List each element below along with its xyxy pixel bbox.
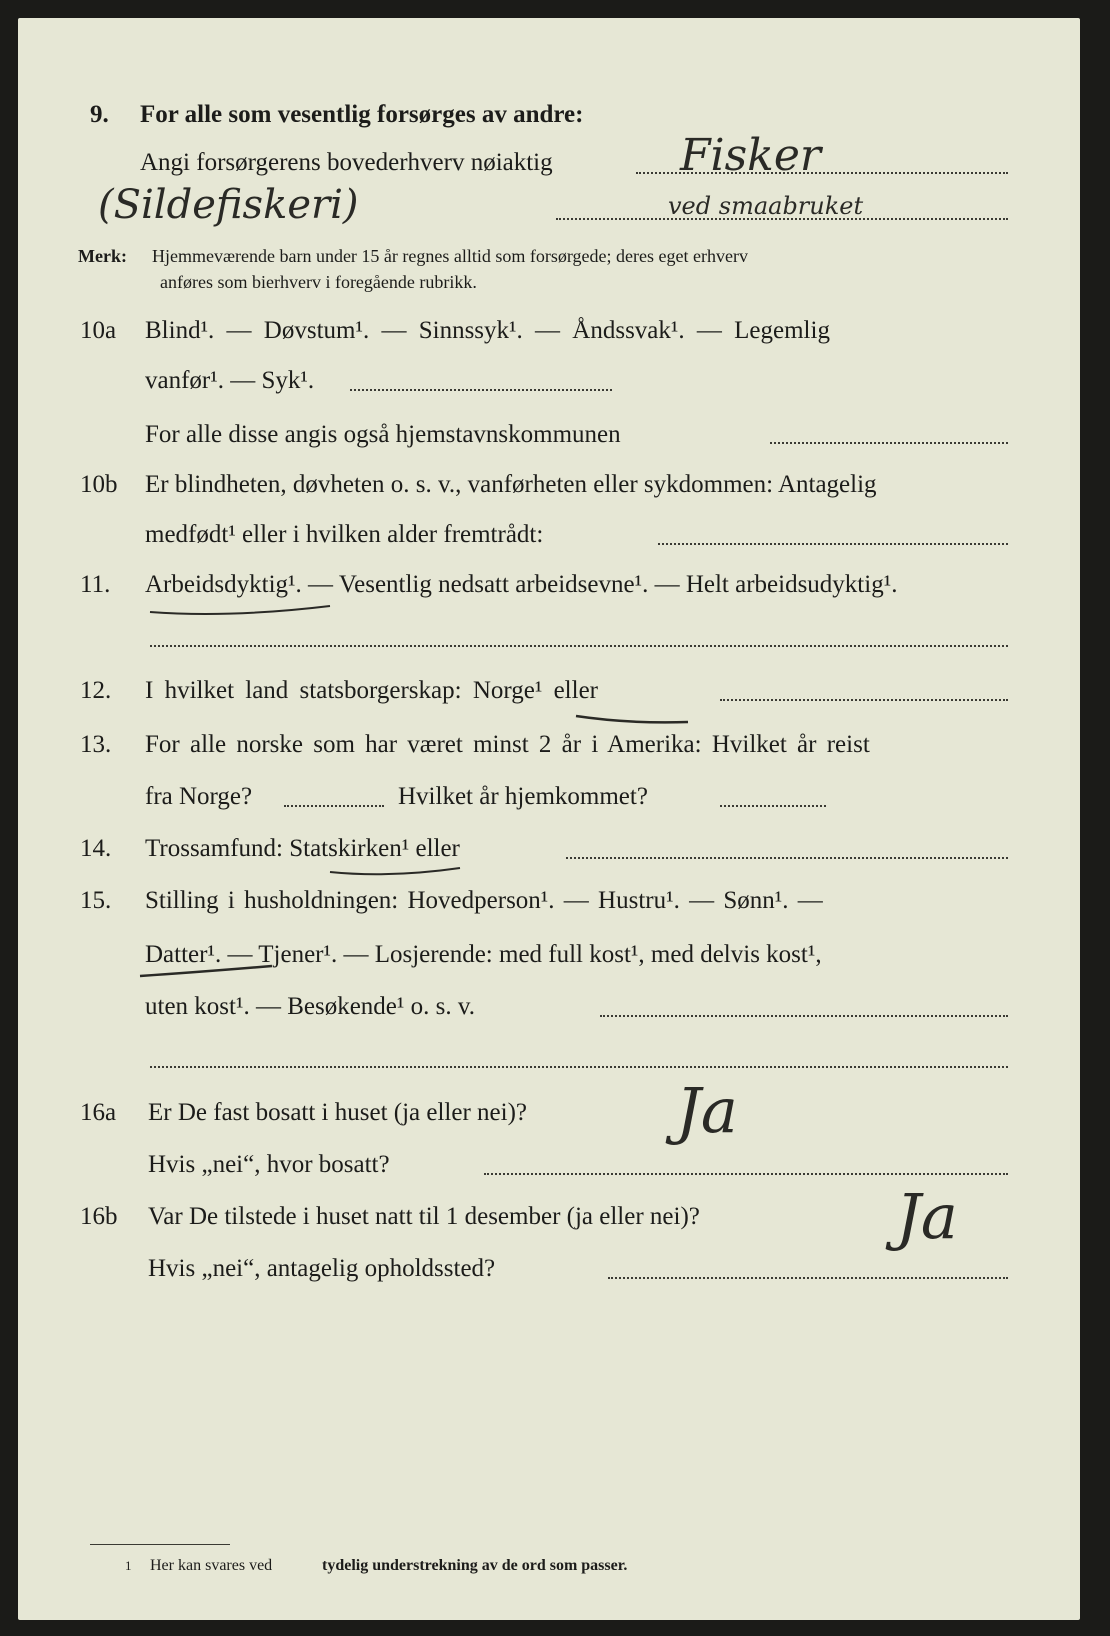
footnote-text-a: Her kan svares ved [150,1557,273,1574]
q9-line1: Angi forsørgerens bovederhverv nøiaktig [140,149,553,176]
q10b-number: 10b [80,471,118,498]
merk-line1: Hjemmeværende barn under 15 år regnes alltid som forsørgede; deres eget erhverv [152,246,748,266]
q16b-line2: Hvis „nei“, antagelig opholdssted? [148,1255,496,1282]
q13-hjem-line [720,805,826,807]
q13-line1: For alle norske som har været minst 2 år i Amerika: Hvilket år reist [145,731,870,758]
q16b-number: 16b [80,1203,118,1230]
q10a-syk-line [350,389,612,391]
q15-line2: Datter¹. — Tjener¹. — Losjerende: med full kost¹, med delvis kost¹, [145,941,822,968]
q9-answer-handwriting: Fisker [680,130,821,181]
q13-line2b: Hvilket år hjemkommet? [398,783,648,810]
q10b-line2: medfødt¹ eller i hvilken alder fremtrådt: [145,521,544,548]
q16a-answer-line [484,1173,1008,1175]
q15-line3: uten kost¹. — Besøkende¹ o. s. v. [145,993,476,1020]
footnote-marker: 1 [125,1558,132,1573]
q9-answer-line-2 [556,218,1008,220]
q10b-line1: Er blindheten, døvheten o. s. v., vanførheten eller sykdommen: Antagelig [145,471,877,498]
q12-answer-line [720,699,1008,701]
q15-line1: Stilling i husholdningen: Hovedperson¹. — Hustru¹. — Sønn¹. — [145,887,823,914]
q16b-answer-handwriting: Ja [896,1180,958,1253]
q13-number: 13. [80,731,112,758]
q16a-answer-handwriting: Ja [676,1074,738,1147]
q13-line2a: fra Norge? [145,783,253,810]
q10a-line1: Blind¹. — Døvstum¹. — Sinnssyk¹. — Åndssvak¹. — Legemlig [145,317,830,344]
q11-answer-line [150,645,1008,647]
q10a-number: 10a [80,317,117,344]
q12-number: 12. [80,677,112,704]
q15-number: 15. [80,887,112,914]
q10a-kommune-line [770,442,1008,444]
q9-title: For alle som vesentlig forsørges av andre: [140,101,584,128]
q9-answer-handwriting-2: (Sildefiskeri) [98,182,359,228]
q15-answer-line [600,1015,1008,1017]
q13-reist-line [284,805,384,807]
q15-answer-line-2 [150,1066,1008,1068]
q16a-line2: Hvis „nei“, hvor bosatt? [148,1151,390,1178]
q16a-line1: Er De fast bosatt i huset (ja eller nei)? [148,1099,528,1126]
q9-number: 9. [90,101,109,128]
q11-line1: Arbeidsdyktig¹. — Vesentlig nedsatt arbeidsevne¹. — Helt arbeidsudyktig¹. [145,571,898,598]
q10a-line3: For alle disse angis også hjemstavnskommunen [145,421,621,448]
merk-line2: anføres som bierhverv i foregående rubrikk. [160,272,477,292]
q11-number: 11. [80,571,111,598]
q9-answer-handwriting-3: ved smaabruket [668,192,864,220]
footnote-rule [90,1544,230,1545]
q12-line1: I hvilket land statsborgerskap: Norge¹ eller [145,677,598,704]
q16a-number: 16a [80,1099,117,1126]
q9-answer-line [636,172,1008,174]
q16b-answer-line [608,1277,1008,1279]
footnote-text-b: tydelig understrekning av de ord som passer. [322,1557,628,1574]
q16b-line1: Var De tilstede i huset natt til 1 desember (ja eller nei)? [148,1203,700,1230]
q14-number: 14. [80,835,112,862]
merk-label: Merk: [78,246,127,266]
q14-line1: Trossamfund: Statskirken¹ eller [145,835,460,862]
q14-answer-line [566,857,1008,859]
q10b-answer-line [658,543,1008,545]
q10a-line2: vanfør¹. — Syk¹. [145,367,315,394]
